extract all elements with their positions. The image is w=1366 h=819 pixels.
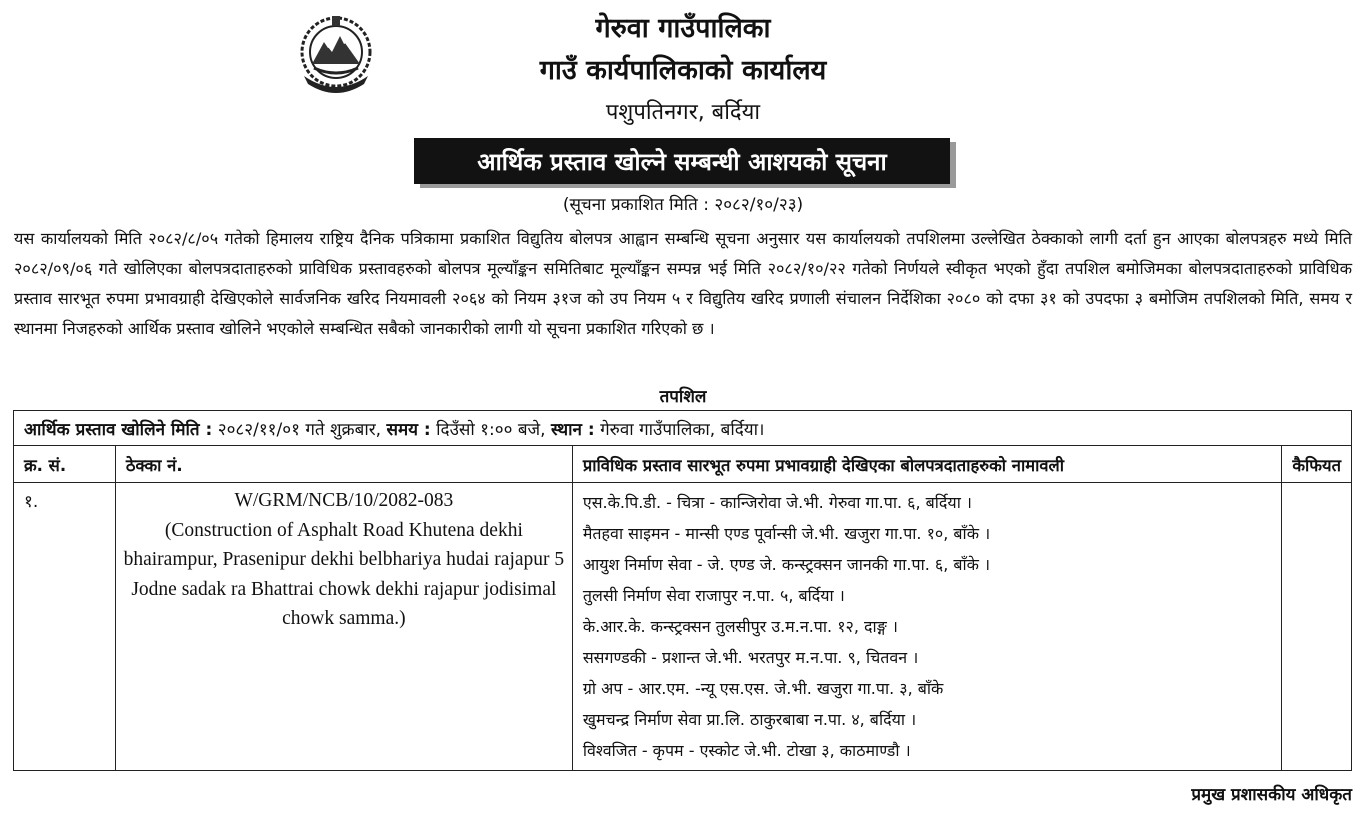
bidder-item: ससगण्डकी - प्रशान्त जे.भी. भरतपुर म.न.पा. ९, चितवन । bbox=[582, 648, 919, 667]
row-contract bbox=[115, 483, 572, 771]
notice-title: आर्थिक प्रस्ताव खोल्ने सम्बन्धी आशयको सूचना bbox=[414, 138, 950, 184]
table-header-row bbox=[14, 446, 1352, 483]
office-address: पशुपतिनगर, बर्दिया bbox=[605, 100, 761, 125]
opening-schedule-row bbox=[14, 411, 1352, 446]
bidder-item: तुलसी निर्माण सेवा राजापुर न.पा. ५, बर्दिया । bbox=[582, 586, 845, 605]
row-bidders bbox=[572, 483, 1281, 771]
opening-place-label: स्थान : bbox=[550, 419, 595, 440]
table-row bbox=[14, 483, 1352, 771]
bidder-item: आयुश निर्माण सेवा - जे. एण्ड जे. कन्स्ट्रक्सन जानकी गा.पा. ६, बाँके । bbox=[582, 555, 991, 574]
col-header-bidders: प्राविधिक प्रस्ताव सारभूत रुपमा प्रभावग्राही देखिएका बोलपत्रदाताहरुको नामावली bbox=[572, 446, 1281, 483]
bidders-table bbox=[13, 410, 1352, 771]
col-header-contract: ठेक्का नं. bbox=[115, 446, 572, 483]
contract-number: W/GRM/NCB/10/2082-083 bbox=[234, 490, 454, 511]
opening-time-value: दिउँसो १:०० बजे, bbox=[436, 419, 546, 440]
row-remarks bbox=[1282, 483, 1352, 771]
bidder-item: एस.के.पि.डी. - चित्रा - कान्जिरोवा जे.भी. गेरुवा गा.पा. ६, बर्दिया । bbox=[582, 493, 972, 512]
opening-time-label: समय : bbox=[386, 419, 431, 440]
notice-body: यस कार्यालयको मिति २०८२/८/०५ गतेको हिमालय राष्ट्रिय दैनिक पत्रिकामा प्रकाशित विद्युतिय बोलपत्र आह्वान सम्बन्धि सूचना अनुसार यस कार्यालयको तपशिलमा उल्लेखित ठेक्काको लागी दर्ता हुन आएका बोलपत्रहरु मध्ये मिति २०८२/०९/०६ गते खोलिएका बोलपत्रदाताहरुको प्राविधिक प्रस्तावहरुको बोलपत्र मूल्याँङ्कन समितिबाट मूल्याँङ्कन सम्पन्न भई मिति २०८२/१०/२२ गतेको निर्णयले स्वीकृत भएको हुँदा तपशिल बमोजिमका बोलपत्रदाताहरुको प्राविधिक प्रस्ताव सारभूत रुपमा प्रभावग्राही देखिएकोले सार्वजनिक खरिद नियमावली २०६४ को नियम ३१ज को उप नियम ५ र विद्युतिय खरिद प्रणाली संचालन निर्देशिका २०८० को दफा ३१ को उपदफा ३ बमोजिम तपशिलको मिति, समय र स्थानमा निजहरुको आर्थिक प्रस्ताव खोलिने भएकोले सम्बन्धित सबैको जानकारीको लागी यो सूचना प्रकाशित गरिएको छ । bbox=[14, 229, 1352, 338]
bidder-item: के.आर.के. कन्स्ट्रक्सन तुलसीपुर उ.म.न.पा. १२, दाङ्ग । bbox=[582, 617, 898, 636]
published-date: (सूचना प्रकाशित मिति : २०८२/१०/२३) bbox=[562, 195, 804, 215]
bidder-item: खुमचन्द्र निर्माण सेवा प्रा.लि. ठाकुरबाबा न.पा. ४, बर्दिया । bbox=[582, 710, 917, 729]
opening-date-value: २०८२/११/०१ गते शुक्रबार, bbox=[217, 419, 382, 440]
office-name: गाउँ कार्यपालिकाको कार्यालय bbox=[539, 55, 827, 86]
bidder-item: विश्वजित - कृपम - एस्कोट जे.भी. टोखा ३, काठमाण्डौ । bbox=[582, 741, 911, 760]
col-header-serial: क्र. सं. bbox=[14, 446, 116, 483]
contract-description: (Construction of Asphalt Road Khutena dekhi bhairampur, Prasenipur dekhi belbhariya hudai rajapur 5 Jodne sadak ra Bhattrai chowk dekhi rajapur jodisimal chowk samma.) bbox=[123, 519, 565, 629]
bidder-item: ग्रो अप - आर.एम. -न्यू एस.एस. जे.भी. खजुरा गा.पा. ३, बाँके bbox=[582, 679, 944, 698]
opening-schedule-cell bbox=[14, 411, 1352, 446]
opening-date-label: आर्थिक प्रस्ताव खोलिने मिति : bbox=[24, 419, 213, 440]
col-header-remarks: कैफियत bbox=[1282, 446, 1352, 483]
org-name: गेरुवा गाउँपालिका bbox=[595, 13, 771, 44]
signatory: प्रमुख प्रशासकीय अधिकृत bbox=[1191, 785, 1352, 805]
opening-place-value: गेरुवा गाउँपालिका, बर्दिया। bbox=[600, 419, 765, 440]
schedule-heading: तपशिल bbox=[659, 387, 707, 407]
bidder-item: मैतहवा साइमन - मान्सी एण्ड पूर्वान्सी जे.भी. खजुरा गा.पा. १०, बाँके । bbox=[582, 524, 991, 543]
row-serial: १. bbox=[14, 483, 116, 771]
